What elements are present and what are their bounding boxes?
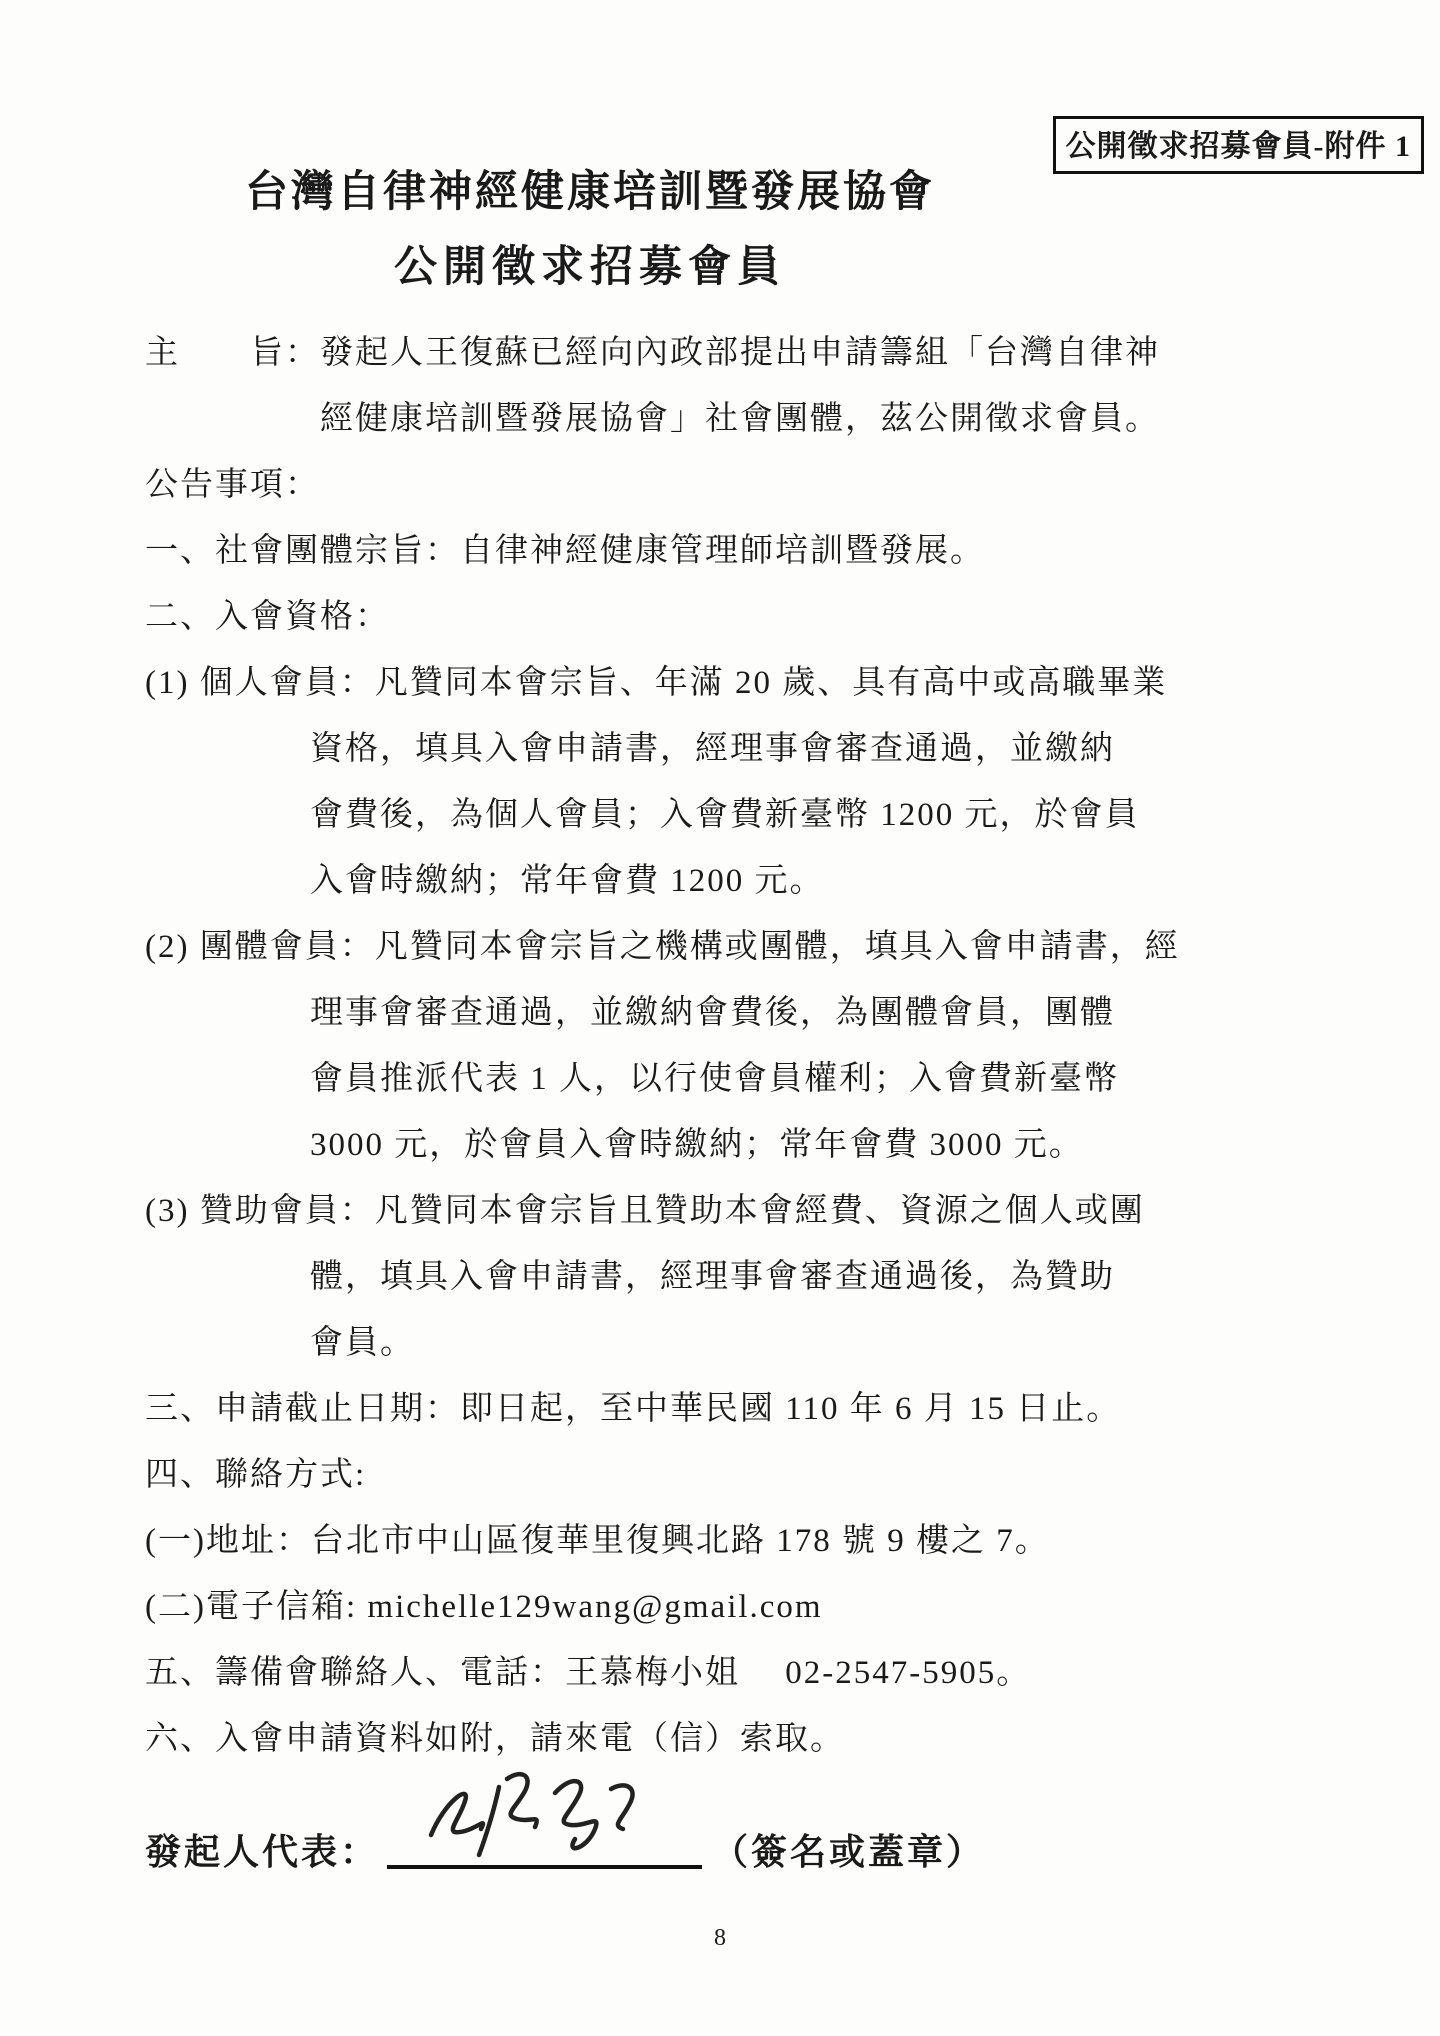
item-1-purpose: 一、社會團體宗旨：自律神經健康管理師培訓暨發展。: [145, 533, 985, 570]
document-body: [145, 320, 1180, 1875]
member-type-sponsor-continuation: 會員。: [310, 1325, 415, 1362]
item-2-eligibility: 二、入會資格：: [145, 599, 390, 636]
member-type-individual: (1) 個人會員：凡贊同本會宗旨、年滿 20 歲、具有高中或高職畢業: [145, 665, 1168, 702]
page-number: 8: [714, 1925, 726, 1951]
item-6-application-info: 六、入會申請資料如附，請來電（信）索取。: [145, 1721, 845, 1758]
member-type-individual-continuation: 資格，填具入會申請書，經理事會審查通過，並繳納: [310, 731, 1115, 768]
contact-email: (二)電子信箱: michelle129wang@gmail.com: [145, 1589, 823, 1626]
member-type-group-continuation: 3000 元，於會員入會時繳納；常年會費 3000 元。: [310, 1127, 1084, 1164]
announcement-heading: 公告事項：: [145, 467, 320, 504]
document-title: 台灣自律神經健康培訓暨發展協會: [245, 169, 935, 216]
signature-row: [145, 1824, 1155, 1875]
item-3-deadline: 三、申請截止日期：即日起，至中華民國 110 年 6 月 15 日止。: [145, 1391, 1122, 1428]
signature-line: [387, 1853, 702, 1869]
title-block: [140, 0, 1040, 294]
member-type-sponsor-continuation: 體，填具入會申請書，經理事會審查通過後，為贊助: [310, 1259, 1115, 1296]
item-4-contact-heading: 四、聯絡方式:: [145, 1457, 367, 1494]
member-type-group: (2) 團體會員：凡贊同本會宗旨之機構或團體，填具入會申請書，經: [145, 929, 1180, 966]
member-type-group-continuation: 會員推派代表 1 人，以行使會員權利；入會費新臺幣: [310, 1061, 1119, 1098]
handwritten-signature: [415, 1761, 650, 1869]
member-type-individual-continuation: 入會時繳納；常年會費 1200 元。: [310, 863, 825, 900]
attachment-label: 公開徵求招募會員-附件 1: [1053, 116, 1425, 174]
signature-hint: （簽名或蓋章）: [712, 1832, 986, 1873]
subject-line-continuation: 經健康培訓暨發展協會」社會團體，茲公開徵求會員。: [320, 401, 1160, 438]
contact-address: (一)地址：台北市中山區復華里復興北路 178 號 9 樓之 7。: [145, 1523, 1050, 1560]
item-5-contact-person: 五、籌備會聯絡人、電話：王慕梅小姐 02-2547-5905。: [145, 1655, 1032, 1692]
member-type-sponsor: (3) 贊助會員：凡贊同本會宗旨且贊助本會經費、資源之個人或團: [145, 1193, 1145, 1230]
member-type-group-continuation: 理事會審查通過，並繳納會費後，為團體會員，團體: [310, 995, 1115, 1032]
member-type-individual-continuation: 會費後，為個人會員；入會費新臺幣 1200 元，於會員: [310, 797, 1140, 834]
subject-line: 主 旨：發起人王復蘇已經向內政部提出申請籌組「台灣自律神: [145, 335, 1160, 372]
signature-label: 發起人代表：: [145, 1832, 380, 1873]
document-subtitle: 公開徵求招募會員: [394, 244, 786, 292]
